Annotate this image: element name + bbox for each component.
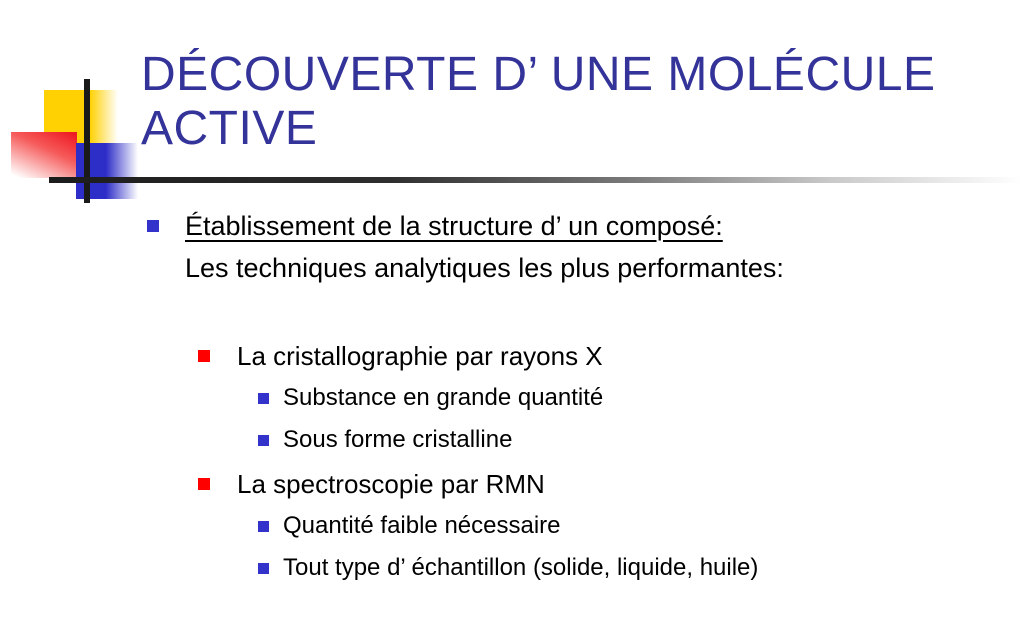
decor-red-square — [11, 132, 77, 178]
bullet-text: Quantité faible nécessaire — [283, 512, 561, 539]
square-bullet-icon — [258, 393, 269, 404]
bullet-text: Les techniques analytiques les plus performantes: — [185, 252, 784, 283]
bullet-item — [0, 463, 1022, 505]
square-bullet-icon — [198, 478, 210, 490]
bullet-item — [0, 547, 1022, 589]
bullet-item — [0, 247, 1022, 289]
decor-vertical-line — [84, 79, 90, 203]
square-bullet-icon — [258, 563, 269, 574]
square-bullet-icon — [258, 521, 269, 532]
bullet-item — [0, 419, 1022, 461]
slide-title — [141, 48, 1001, 156]
bullet-text: Établissement de la structure d’ un composé: — [185, 210, 723, 241]
bullet-text: Tout type d’ échantillon (solide, liquide, huile) — [283, 554, 759, 581]
bullet-text: La cristallographie par rayons X — [237, 340, 603, 371]
bullet-text: Sous forme cristalline — [283, 426, 513, 453]
square-bullet-icon — [198, 350, 210, 362]
bullet-text: Substance en grande quantité — [283, 384, 604, 411]
square-bullet-icon — [147, 220, 159, 232]
bullet-item — [0, 377, 1022, 419]
bullet-item — [0, 205, 1022, 247]
title-divider-rule — [49, 177, 1022, 183]
square-bullet-icon — [258, 435, 269, 446]
bullet-text: La spectroscopie par RMN — [237, 468, 545, 499]
bullet-item — [0, 335, 1022, 377]
bullet-item — [0, 505, 1022, 547]
slide-title-line2: ACTIVE — [141, 102, 318, 155]
slide-title-line1: DÉCOUVERTE D’ UNE MOLÉCULE — [141, 48, 936, 101]
